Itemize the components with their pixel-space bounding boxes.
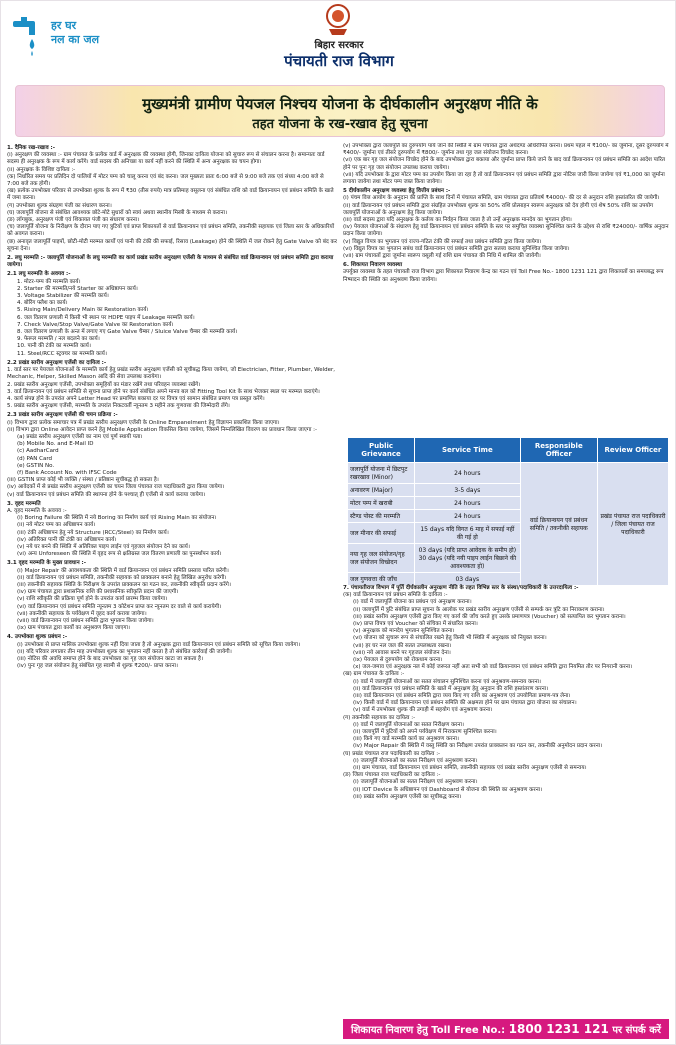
paragraph: 4. कार्य संपन्न होने के उपरांत अपने Letter Head पर प्रमाणित बकाया दर पर विपत्र एवं सामान संबंधित प्रमाण पत्र प्रस्तुत करेंगे। [7,395,265,402]
paragraph: (ii) अनुरक्षक के विशिष्ट दायित्व :- [7,166,76,173]
paragraph: (vi) योजना को सुचारू रूप से संचालित रखने हेतु किसी भी स्थिति में अनुरक्षक को नियुक्त करना। [353,635,547,642]
paragraph: (b) Mobile No. and E-Mail ID [17,441,94,448]
paragraph: (छ) अनावृत जलापूर्ति पाइपों, छोटी-मोटी मरम्मत कार्यों एवं पानी की टंकी की सफाई, रिसाव (Leakage) होने की स्थिति में जल रोकने हेतु Gate Valve को बंद कर सूचना देना। [7,238,337,252]
paragraph: (iii) GSTIN प्राप्त कोई भी व्यक्ति / संस्था / प्रतिष्ठान सूचीबद्ध हो सकता है। [7,477,159,484]
paragraph: (ii) विभाग द्वारा Online आवेदन प्राप्त करने हेतु Mobile Application विकसित किया जायेगा, जिसमें निम्नलिखित विवरण का प्रावधान किया जाएगा :- [7,426,317,433]
paragraph: (i) वार्ड में जलापूर्ति योजनाओं का सतत निरीक्षण करना। [353,721,464,728]
section-heading: 6. शिकायत निवारण व्यवस्था [343,262,403,269]
government-name: बिहार सरकार [314,40,364,51]
paragraph: (i) अनुरक्षण की व्यवस्था :- ग्राम पंचायत के प्रत्येक वार्ड में अनुरक्षक की व्यवस्था होगी, जिनका दायित्व योजना को सुचारु रूप से संचालन करना है। समान्यतः वार्ड सदस्य ही अनुरक्षक के रूप में कार्य करेंगे। वार्ड सदस्य की अनिच्छा या कार्य नहीं करने की स्थिति में अन्य अनुरक्षक का चयन होगा। [7,152,325,166]
paragraph: (ग) तकनीकी सहायक का दायित्व :- [343,714,416,721]
paragraph: (iii) टंकी अधिष्ठापन हेतु नये Structure (RCC/Steel) का निर्माण कार्य। [17,529,169,536]
paragraph: (iii) किये गए वार्ड मरम्मति कार्य का अनुश्रवण करना। [353,736,460,743]
paragraph: (iii) प्रखंड स्तरीय अनुरक्षण एजेंसी द्वारा किए गए कार्य की जाँच करते हुए उसके प्रमाणपत्र (Voucher) को सत्यापित कर भुगतान कराना। [353,613,626,620]
paragraph: (i) जलापूर्ति योजनाओं का सतत निरीक्षण एवं अनुश्रवण करना। [353,757,478,764]
paragraph: (viii) नये आवास बनने पर गृहजल संयोजन देना। [353,649,451,656]
paragraph: (ii) वार्ड क्रियान्वयन एवं प्रबंधन समिति द्वारा संग्रहित उपभोक्ता शुल्क का 50% राशि प्रोत्साहन स्वरूप अनुरक्षक को देय होगी एवं शेष 50% राशि का उपयोग जलापूर्ति योजनाओं के अनुरक्षण हेतु किया जायेगा। [343,202,654,216]
paragraph: 1. मोटर-पम्प की मरम्मति कार्य। [17,278,81,285]
service-time-cell: 03 days [415,573,521,586]
tollfree-number[interactable]: 1800 1231 121 [508,1022,609,1036]
section-heading: 3. वृहद मरम्मति [7,500,41,507]
paragraph: (ग) उपभोक्ता शुल्क संग्रहण पंजी का संधारण करना। [7,202,112,209]
paragraph: 2. Starter की मरम्मति/नये Starter का अधिष्ठापन कार्य। [17,285,138,292]
paragraph: 2. प्रखंड स्तरीय अनुरक्षण एजेंसी, उपभोक्ता समूहियों का मंडार रखेंगे तथा परिवहन व्यवस्था रखेंगे। [7,381,201,388]
table-header-cell: Responsible Officer [520,438,597,463]
paragraph: (e) GSTIN No. [17,462,55,469]
tollfree-label: Toll Free No.: [431,1025,506,1036]
paragraph: (ii) जलापूर्ति में त्रुटियों को अपने पर्यवेक्षण में निराकरण सुनिश्चित करना। [353,729,497,736]
paragraph: (vi) एक बार गृह जल संयोजन विच्छेद होने के बाद उपभोक्ता द्वारा बकाया और जुर्माना प्राप्त किये जाने के बाद वार्ड क्रियान्वयन एवं प्रबंधन समिति का आदेश पारित होने पर पुनः गृह जल संयोजन उपलब्ध कराया जायेगा। [343,157,665,171]
paragraph: (vii) हर घर नल जल की सतत उपलब्धता रखना। [353,642,452,649]
section-heading: 2.2 प्रखंड स्तरीय अनुरक्षण एजेंसी का दायित्व :- [7,359,107,366]
paragraph: (ix) पेयजल से दुरुपयोग को रोकथाम करना। [353,657,443,664]
paragraph: (iv) ग्राम पंचायत द्वारा प्रशासनिक राशि की प्रशासनिक स्वीकृति प्रदान की जाएगी। [17,589,179,596]
paragraph: (vi) वार्ड क्रियान्वयन एवं प्रबंधन समिति न्यूनतम 3 कोटेशन प्राप्त कर न्यूनतम दर वाले से कार्य करायेगी। [17,603,222,610]
paragraph: (ii) वार्ड क्रियान्वयन एवं प्रबंधन समिति के खाते में अनुरक्षण हेतु अनुदान की राशि हस्तांतरण करना। [353,685,549,692]
paragraph: (ix) ग्राम पंचायत द्वारा कार्यों का अनुश्रवण किया जाएगा। [17,625,131,632]
section-heading: 4. उपभोक्ता शुल्क प्रबंधन :- [7,634,68,641]
service-time-cell: 24 hours [415,497,521,510]
paragraph: (ङ) जिला पंचायत राज पदाधिकारी का दायित्व :- [343,772,441,779]
paragraph: 5. Rising Main/Delivery Main का Restoration कार्य। [17,307,149,314]
paragraph: 1. वार्ड स्तर पर पेयजल योजनाओं के मरम्मति कार्य हेतु प्रखंड स्तरीय अनुरक्षण एजेंसी को सूचीबद्ध किया जायेगा, जो Electrician, Fitter, Plumber, Welder, Mechanic, Helper, Skilled Mason आदि की सेवा उपलब्ध करायेगा। [7,367,336,381]
paragraph: (v) अनुरक्षक को मानदेय भुगतान सुनिश्चित करना। [353,628,455,635]
paragraph: 5. प्रखंड स्तरीय अनुरक्षण एजेंसी, मरम्मति के उपरांत निकटवर्ती न्यूनतम 3 महीने तक गुणवत्ता की जिम्मेदारी लेंगे। [7,403,230,410]
paragraph: (i) जलापूर्ति योजनाओं का सतत निरीक्षण एवं अनुश्रवण करना। [353,779,478,786]
paragraph: (vii) तकनीकी सहायक के पर्यवेक्षण में वृहद कार्य कराया जायेगा। [17,610,147,617]
paragraph: (iv) किसी वार्ड में वार्ड क्रियान्वयन एवं प्रबंधन समिति की अक्षमता होने पर ग्राम पंचायत द्वारा योजना का संचालन। [353,700,577,707]
paragraph: (v) विद्युत विपत्र का भुगतान एवं राज्य-गठित टंकी की सफाई तथा प्रबंधन समिति द्वारा किया जायेगा। [343,238,542,245]
paragraph: (ii) यदि परिवार लगातार तीन माह उपभोक्ता शुल्क का भुगतान नहीं करता है तो संबंधित कार्रवाई की जायेगी। [17,648,232,655]
state-emblem-icon [323,3,353,37]
section-heading: 3.1 वृहद मरम्मति के मुख्य प्रावधान :- [7,560,87,567]
notice-title-line2: तहत योजना के रख-रखाव हेतु सूचना [252,117,428,132]
paragraph: (d) PAN Card [17,455,52,462]
logo-text-line1: हर घर [51,19,77,32]
department-name: पंचायती राज विभाग [284,52,394,70]
paragraph: (घ) जलापूर्ति योजना से संबंधित आवश्यक छोटे-मोटे सुधारों को स्वयं अथवा स्थानीय मिस्त्री के माध्यम से कराना। [7,209,228,216]
paragraph: (vii) ग्राम पंचायतों द्वारा जुर्माना स्वरूप वसूली गई राशि ग्राम पंचायत की निधि में शामिल की जायेगी। [343,253,541,260]
header [1,1,676,97]
grievance-cell: स्टैण्ड पोस्ट की मरम्मति [348,510,415,523]
right-column-text-top [343,143,671,443]
tollfree-banner [343,1019,669,1039]
right-column-text-bottom [343,583,671,1013]
paragraph: (iv) Major Repair की स्थिति में वस्तु स्थिति का निरीक्षण उपरांत प्राक्कलन का गठन कर, तकनीकी अनुमोदन प्रदान करना। [353,743,603,750]
paragraph: (ख) प्रत्येक उपभोक्ता परिवार से उपभोक्ता शुल्क के रूप में ₹30 (तीस रुपये) मात्र प्रतिमाह वसूलना एवं संबंधित राशि को वार्ड क्रियान्वयन एवं प्रबंधन समिति के खाते में जमा करना। [7,188,334,202]
paragraph: (v) नये घर बनने की स्थिति में अतिरिक्त पाइप लाईन एवं गृहजल संयोजन देने का कार्य। [17,543,190,550]
section-heading: 2.1 लघु मरम्मति के अवयव :- [7,271,71,278]
paragraph: (च) जलापूर्ति योजना के निरीक्षण के दौरान पाए गए त्रुटियों एवं प्राप्त शिकायतों से वार्ड क्रियान्वयन एवं प्रबंधन समिति, तकनीकी सहायक एवं जिला स्तर के अधिकारियों को अवगत कराना। [7,224,335,238]
section-heading: 5 दीर्घकालीन अनुरक्षण व्यवस्था हेतु वित्तीय प्रबंधन :- [343,188,451,195]
paragraph: 4. बोरिंग फ्लैश का कार्य। [17,300,68,307]
paragraph: (v) वार्ड क्रियान्वयन एवं प्रबंधन समिति की स्थापना होने के पश्चात् ही एजेंसी से कार्य कराया जायेगा। [7,491,206,498]
paragraph: (v) वार्ड में उपभोक्ता शुल्क की उगाही में सहयोग एवं अनुश्रवण करना। [353,707,493,714]
paragraph: (i) उपभोक्ता से प्राप्त मासिक उपभोक्ता शुल्क नहीं दिया जाता है तो अनुरक्षक द्वारा वार्ड क्रियान्वयन एवं प्रबंधन समिति को सूचित किया जायेगा। [17,641,301,648]
tollfree-suffix: पर संपर्क करें [612,1025,661,1036]
paragraph: (x) जल-जमाव एवं अनुरक्षक नल में कोई जरूरत नहीं अतः सभी को वार्ड क्रियान्वयन एवं प्रबंधन समिति द्वारा नियमित तौर पर निगरानी करना। [353,664,633,671]
paragraph: 9. फेरूल मरम्मति / नल बदलने का कार्य। [17,336,100,343]
review-officer-cell: प्रखंड पंचायत राज पदाधिकारी / जिला पंचायत राज पदाधिकारी [597,463,668,586]
paragraph: (ii) वार्ड क्रियान्वयन एवं प्रबंधन समिति, तकनीकी सहायक को प्राक्कलन बनाने हेतु लिखित अनुरोध करेगी। [17,574,227,581]
paragraph: (क) वार्ड क्रियान्वयन एवं प्रबंधन समिति के दायित्व :- [343,592,448,599]
service-time-cell: 03 days (यदि प्राप्त आवेदक के समीप हो) 30 days (यदि नयी पाइप लाईन बिछाने की आवश्यकता हो) [415,544,521,573]
notice-title-line1: मुख्यमंत्री ग्रामीण पेयजल निश्चय योजना के दीर्घकालीन अनुरक्षण नीति के [142,95,538,113]
paragraph: (i) पंचम वित्त आयोग के अनुदान की प्राप्ति के साथ दिनों में पंचायत समिति, ग्राम पंचायत द्वारा प्रतिवर्ष ₹4000/- की दर से अनुदान राशि हस्तांतरित की जायेगी। [343,195,660,202]
paragraph: (iii) नोटिस की अवधि समाप्त होने के बाद उपभोक्ता का गृह जल संयोजन काटा जा सकता है। [17,656,204,663]
paragraph: (iv) पुनः गृह जल संयोजन हेतु संबंधित गृह स्वामी से शुल्क ₹200/- प्राप्त करना। [17,663,179,670]
section-heading: 2. लघु मरम्मति :- जलापूर्ति योजनाओं के लघु मरम्मति का कार्य प्रखंड स्तरीय अनुरक्षण एजेंसी के माध्यम से संबंधित वार्ड क्रियान्वयन एवं प्रबंधन समिति द्वारा कराया जायेगा। [7,255,334,269]
service-time-cell: 15 days यदि विगत 6 माह में सफाई नहीं की गई हो [415,523,521,544]
section-heading: 1. दैनिक रख-रखाव :- [7,145,56,151]
table-header-cell: Review Officer [597,438,668,463]
paragraph: (i) Boring Failure की स्थिति में नये Boring का निर्माण कार्य एवं Rising Main का संयोजन। [17,515,217,522]
logo-text-line2: नल का जल [51,33,100,46]
paragraph: (ii) ग्राम पंचायत, वार्ड क्रियान्वयन एवं प्रबंधन समिति, तकनीकी सहायक एवं प्रखंड स्तरीय अनुरक्षण एजेंसी से समन्वय। [353,765,587,772]
table-row [348,463,669,484]
paragraph: 3. Voltage Stabilizer की मरम्मति कार्य। [17,293,109,300]
grievance-cell: अनावरण (Major) [348,484,415,497]
paragraph: (vi) अन्य Unforeseen की स्थिति में वृहद रूप से क्षतिग्रस्त जल वितरण प्रणाली का पुनर्स्थापन कार्य। [17,551,222,558]
service-time-cell: 24 hours [415,510,521,523]
grievance-cell: नया गृह जल संयोजन/गृह जल संयोजन विच्छेदन [348,544,415,573]
paragraph: (vi) विद्युत विपत्र का भुगतान सबंध वार्ड क्रियान्वयन एवं प्रबंधन समिति द्वारा सतत्त्व कराया सुनिश्चित किया जायेगा। [343,245,570,252]
paragraph: (viii) वार्ड क्रियान्वयन एवं प्रबंधन समिति द्वारा भुगतान किया जायेगा। [17,618,154,624]
paragraph: (v) राशि स्वीकृति की प्रक्रिया पूर्ण होने के उपरांत कार्य प्रारम्भ किया जायेगा। [17,596,168,603]
paragraph: उपर्युक्त व्यवस्था के तहत पंचायती राज विभाग द्वारा शिकायत निवारण केन्द्र का गठन एवं Toll Free No.- 1800 1231 121 द्वारा शिकायतों का समयबद्ध रूप निष्पादन की स्थिति का अनुश्रवण किया जायेगा। [343,269,664,283]
paragraph: (ङ) लॉगबुक, अनुरक्षण पंजी एवं शिकायत पंजी का संधारण करना। [7,217,140,224]
paragraph: 6. जल वितरण प्रणाली में किसी भी स्थान पर HDPE पाइप में Leakage मरम्मति कार्य। [17,314,195,321]
paragraph: 8. जल वितरण प्रणाली के अन्त में लगाए गए Gate Valve चैम्बर / Sluice Valve चैम्बर की मरम्मति कार्य। [17,329,238,336]
left-column-text [7,143,337,965]
paragraph: (i) वार्ड में जलापूर्ति योजनाओं का सतत संचालन सुनिश्चित करना एवं अनुश्रवण-समन्वय करना। [353,678,542,685]
paragraph: (vii) यदि उपभोक्ता के द्वारा मोटर पम्प का उपयोग किया जा रहा है तो वार्ड क्रियान्वयन एवं प्रबंधन समिति द्वारा नोटिस जारी किया जायेगा एवं ₹1,000 का जुर्माना लगाया जायेगा तथा मोटर पम्प जब्त किया जायेगा। [343,171,665,186]
paragraph: (ii) नये मोटर पम्प का अधिष्ठापन कार्य। [17,522,96,529]
service-time-cell: 3-5 days [415,484,521,497]
paragraph: (iv) प्राप्त विपत्र एवं Voucher को संचिका में संधारित करना। [353,621,478,628]
paragraph: (iv) पेयजल योजनाओं के संधारण हेतु वार्ड क्रियान्वयन एवं प्रबंधन समिति के स्तर पर समुचित व्यवस्था सुनिश्चित करने के उद्देश्य से राशि ₹24000/- वार्षिक अनुदान प्रदान किया जायेगा। [343,224,669,238]
service-time-cell: 24 hours [415,463,521,484]
responsible-officer-cell: वार्ड क्रियान्वयन एवं प्रबंधन समिति / तकनीकी सहायक [520,463,597,586]
paragraph: (iv) आवेदकों में से प्रखंड स्तरीय अनुरक्षण एजेंसी का चयन जिला पंचायत राज पदाधिकारी द्वारा किया जायेगा। [7,484,225,491]
paragraph: (iii) वार्ड क्रियान्वयन एवं प्रबंधन समिति द्वारा व्यय किए गए राशि का अनुश्रवण एवं उपयोगिता प्रमाण-पत्र लेना। [353,693,571,700]
paragraph: (v) उपभोक्ता द्वारा जलापूर्ति का दुरुपयोग पाये जाने की स्थिति में ग्राम पंचायत द्वारा अर्थदण्ड अधिरोपित करना। प्रथम पहल में ₹100/- का जुर्माना, दूसरे दुरुपयोग में ₹400/- जुर्माना एवं तीसरे दुरुपयोग में ₹800/- जुर्माना तथा गृह जल संयोजन विच्छेद करना। [343,143,669,157]
grievance-cell: मोटर पम्प में खराबी [348,497,415,510]
table-header-cell: Service Time [415,438,521,463]
paragraph: A. वृहद मरम्मति के अवयव :- [7,507,67,514]
grievance-cell: जल गुणवत्ता की जाँच [348,573,415,586]
paragraph: (i) विभाग द्वारा प्रत्येक समाचार पत्र में प्रखंड स्तरीय अनुरक्षण एजेंसी के Online Empanelment हेतु विज्ञापन प्रकाशित किया जाएगा। [7,419,280,426]
notice-title-banner [15,85,665,137]
section-heading: 7. पंचायतीराज विभाग में पूर्ति दीर्घकालीन अनुरक्षण नीति के तहत विभिन्न स्तर के संस्था/पदाधिकारी के उत्तरदायित्व :- [343,585,579,591]
paragraph: (i) Major Repair की आवश्यकता की स्थिति में वार्ड क्रियान्वयन एवं प्रबंधन समिति प्रस्ताव पारित करेगी। [17,567,229,574]
section-heading: 2.3 प्रखंड स्तरीय अनुरक्षण एजेंसी की चयन प्रक्रिया :- [7,412,118,419]
paragraph: (क) निर्धारित समय पर प्रतिदिन दो पालियों में मोटर पम्प को चालू करना एवं बंद करना। जल मुख्यतः प्रातः 6:00 बजे से 9:00 बजे तक एवं संध्या 4:00 बजे से 7:00 बजे तक होगी। [7,173,324,188]
paragraph: 10. पानी की टंकी का मरम्मति कार्य। [17,343,91,350]
paragraph: (iv) अतिरिक्त पानी की टंकी का अधिष्ठापन कार्य। [17,536,117,543]
paragraph: 11. Steel/RCC स्ट्रक्चर का मरम्मति कार्य। [17,350,107,357]
grievance-cell: जल मीनार की सफाई [348,523,415,544]
paragraph: 3. वार्ड क्रियान्वयन एवं प्रबंधन समिति से सूचना प्राप्त होने पर कार्य संबंधित अपने मानव बल को Fitting Tool Kit के साथ भेजकर स्थल पर मरम्मत कराएंगे। [7,388,320,395]
paragraph: (c) AadharCard [17,448,59,455]
paragraph: 7. Check Valve/Stop Valve/Gate Valve का Restoration कार्य। [17,321,174,328]
paragraph: (घ) प्रखंड पंचायत राज पदाधिकारी का दायित्व :- [343,750,441,757]
paragraph: (ii) IOT Device के अधिष्ठापन एवं Dashboard से योजना की स्थिति का अनुश्रवण करना। [353,786,543,793]
paragraph: (i) वार्ड में जलापूर्ति योजना का प्रबंधन एवं अनुरक्षण कराना। [353,599,472,606]
paragraph: (iii) प्रखंड स्तरीय अनुरक्षण एजेंसी का सूचीबद्ध करना। [353,793,462,800]
paragraph: (iii) वार्ड सदस्य द्वारा यदि अनुरक्षक के कर्तव्य का निर्वहन किया जाता है तो उन्हें अनुरक्षक मानदेय का भुगतान होगा। [343,217,572,224]
grievance-cell: जलापूर्ति योजना में छिटपुट रखरखाव (Minor) [348,463,415,484]
table-header-cell: Public Grievance [348,438,415,463]
grievance-service-table [347,437,669,586]
paragraph: (iii) तकनीकी सहायक स्थिति के निरीक्षण के उपरांत प्राक्कलन का गठन कर, तकनीकी स्वीकृति प्रदान करेंगे। [17,581,231,588]
paragraph: (a) प्रखंड स्तरीय अनुरक्षण एजेंसी का नाम एवं पूर्ण स्थायी पता। [17,433,143,440]
paragraph: (f) Bank Account No. with IFSC Code [17,469,117,476]
tollfree-prefix: शिकायत निवारण हेतु [351,1025,428,1036]
table-header-row [348,438,669,463]
paragraph: (ख) ग्राम पंचायत के दायित्व :- [343,671,405,678]
paragraph: (ii) जलापूर्ति में त्रुटि संबंधित प्राप्त सूचना के आलोक पर प्रखंड स्तरीय अनुरक्षण एजेंसी से सम्पर्क कर त्रुटि का निराकरण कराना। [353,606,605,613]
